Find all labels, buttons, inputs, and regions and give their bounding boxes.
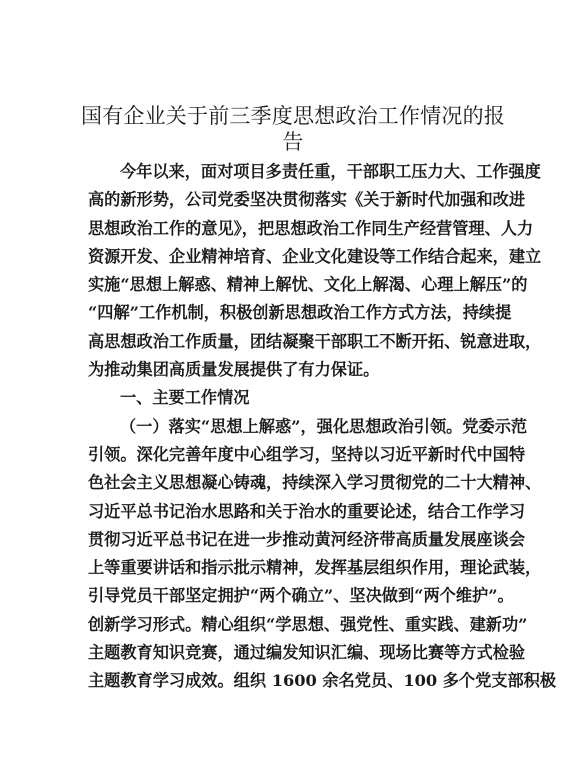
paragraph-line: 为推动集团高质量发展提供了有力保证。: [88, 360, 380, 380]
paragraph-line: （一）落实“思想上解惑”，强化思想政治引领。党委示范: [120, 416, 528, 436]
paragraph-line: 上等重要讲话和指示批示精神，发挥基层组织作用，理论武装，: [88, 558, 542, 578]
paragraph-line: 引领。深化完善年度中心组学习，坚持以习近平新时代中国特: [88, 444, 526, 464]
section-heading: 一、主要工作情况: [120, 388, 250, 408]
paragraph-line: 主题教育学习成效。组织 1600 余名党员、100 多个党支部积极: [88, 671, 557, 691]
paragraph-line: 思想政治工作的意见》，把思想政治工作同生产经营管理、人力: [88, 218, 534, 238]
document-title: [70, 103, 516, 155]
paragraph-line: “四解”工作机制，积极创新思想政治工作方式方法，持续提: [88, 303, 512, 323]
paragraph-line: 色社会主义思想凝心铸魂，持续深入学习贯彻党的二十大精神、: [88, 473, 542, 493]
paragraph-line: 实施“思想上解惑、精神上解忧、文化上解渴、心理上解压”的: [88, 275, 528, 295]
paragraph-line: 高的新形势，公司党委坚决贯彻落实《关于新时代加强和改进: [88, 190, 526, 210]
paragraph-line: 高思想政治工作质量，团结凝聚干部职工不断开拓、锐意进取，: [88, 331, 542, 351]
paragraph-line: 习近平总书记治水思路和关于治水的重要论述，结合工作学习: [88, 501, 526, 521]
paragraph-line: 今年以来，面对项目多责任重，干部职工压力大、工作强度: [120, 162, 541, 181]
paragraph-line: 引导党员干部坚定拥护“两个确立”、坚决做到“两个维护”。: [88, 586, 514, 606]
title-line-2: 告: [282, 130, 304, 154]
paragraph-line: 贯彻习近平总书记在进一步推动黄河经济带高质量发展座谈会: [88, 529, 526, 549]
paragraph-line: 创新学习形式。精心组织“学思想、强党性、重实践、建新功”: [88, 614, 528, 634]
title-line-1: 国有企业关于前三季度思想政治工作情况的报: [81, 104, 505, 128]
paragraph-line: 主题教育知识竞赛，通过编发知识汇编、现场比赛等方式检验: [88, 643, 526, 663]
document-body: [88, 158, 557, 696]
paragraph-line: 资源开发、企业精神培育、企业文化建设等工作结合起来，建立: [88, 246, 542, 266]
